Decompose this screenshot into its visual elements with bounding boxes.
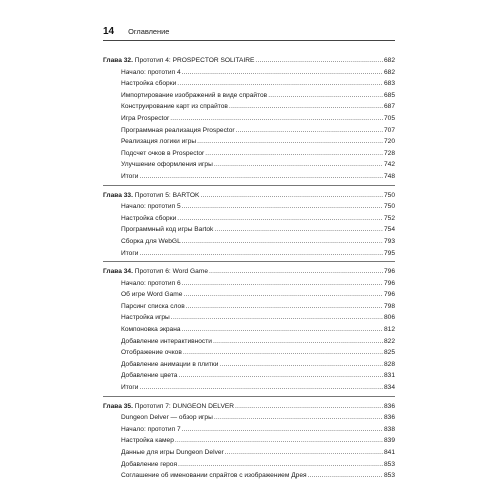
leader-dots [171,312,383,324]
toc-entry[interactable] [103,435,395,447]
toc-entry-page-number: 839 [383,437,395,445]
toc-entry-title: Начало: прототип 5 [121,203,181,211]
toc-entry-page-number: 831 [383,372,395,380]
toc-chapter-entry[interactable] [103,266,395,278]
toc-entry-title: Компоновка экрана [121,326,181,334]
toc-entry-page-number: 796 [383,291,395,299]
table-of-contents [103,55,395,482]
toc-entry[interactable] [103,278,395,290]
toc-entry-page-number: 682 [383,68,395,76]
toc-entry-page-number: 742 [383,161,395,169]
toc-entry-title: Добавление героя [121,460,178,468]
toc-chapter [103,55,395,186]
toc-entry[interactable] [103,125,395,137]
toc-entry-title: Добавление интерактивности [121,337,212,345]
leader-dots [182,324,383,336]
chapter-label: Глава 33. [103,191,133,199]
toc-entry[interactable] [103,347,395,359]
toc-entry[interactable] [103,171,395,183]
toc-entry[interactable] [103,78,395,90]
toc-entry[interactable] [103,101,395,113]
toc-entry-title: Конструирование карт из спрайтов [121,103,228,111]
toc-entry-title: Настройка сборки [121,80,177,88]
toc-entry-title: Об игре Word Game [121,291,183,299]
toc-entry[interactable] [103,447,395,459]
toc-entry-page-number: 752 [383,214,395,222]
toc-entry-title: Программная реализация Prospector [121,126,235,134]
leader-dots [182,201,383,213]
leader-dots [308,470,383,482]
leader-dots [197,136,383,148]
toc-entry-page-number: 728 [383,149,395,157]
toc-entry[interactable] [103,136,395,148]
toc-entry-title: Игра Prospector [121,114,170,122]
toc-entry[interactable] [103,248,395,260]
toc-entry[interactable] [103,159,395,171]
toc-entry-page-number: 853 [383,472,395,480]
toc-entry[interactable] [103,148,395,160]
toc-entry-title: Программный код игры Bartok [121,226,214,234]
chapter-divider [103,261,395,262]
leader-dots [139,248,383,260]
toc-entry-page-number: 754 [383,226,395,234]
toc-entry[interactable] [103,382,395,394]
toc-entry-title: Итоги [121,172,139,180]
toc-entry[interactable] [103,312,395,324]
toc-entry-title: Dungeon Delver — обзор игры [121,414,213,422]
chapter-page-number: 750 [383,191,395,199]
leader-dots [200,190,383,202]
chapter-label: Глава 35. [103,402,133,410]
leader-dots [177,78,383,90]
leader-dots [178,370,383,382]
toc-entry-title: Импортирование изображений в виде спрайтов [121,91,268,99]
toc-entry-title: Добавление цвета [121,372,178,380]
running-head [103,26,395,38]
toc-entry-page-number: 705 [383,114,395,122]
leader-dots [139,382,383,394]
leader-dots [178,459,383,471]
toc-entry-page-number: 798 [383,302,395,310]
toc-entry[interactable] [103,301,395,313]
toc-entry-page-number: 796 [383,279,395,287]
leader-dots [235,401,383,413]
toc-entry-title: Итоги [121,249,139,257]
leader-dots [183,347,383,359]
toc-entry-page-number: 838 [383,425,395,433]
leader-dots [182,236,383,248]
toc-chapter-heading [103,266,208,278]
toc-chapter-heading [103,401,234,413]
toc-entry-page-number: 795 [383,249,395,257]
toc-entry-page-number: 853 [383,460,395,468]
toc-entry-page-number: 750 [383,203,395,211]
leader-dots [236,125,383,137]
page-number: 14 [103,26,115,37]
chapter-title: Прототип 5: BARTOK [134,191,200,199]
toc-entry-title: Соглашение об именовании спрайтов с изображением Дрея [121,472,307,480]
toc-entry[interactable] [103,90,395,102]
toc-chapter [103,190,395,263]
toc-entry-page-number: 720 [383,138,395,146]
toc-entry-page-number: 707 [383,126,395,134]
leader-dots [225,447,383,459]
toc-entry-title: Настройка сборки [121,214,177,222]
running-head-title: Оглавление [128,27,170,36]
leader-dots [268,90,383,102]
toc-entry-title: Отображение очков [121,349,182,357]
leader-dots [214,159,383,171]
toc-entry-title: Улучшение оформления игры [121,161,213,169]
toc-entry[interactable] [103,459,395,471]
leader-dots [213,336,383,348]
toc-entry-title: Данные для игры Dungeon Delver [121,449,224,456]
toc-entry-title: Настройка игры [121,314,170,322]
toc-entry-title: Сборка для WebGL [121,237,181,245]
leader-dots [229,101,383,113]
toc-entry-page-number: 687 [383,103,395,111]
toc-entry[interactable] [103,359,395,371]
chapter-label: Глава 32. [103,57,133,64]
leader-dots [175,435,383,447]
toc-entry-title: Начало: прототип 4 [121,68,181,76]
toc-entry[interactable] [103,289,395,301]
toc-chapter-entry[interactable] [103,190,395,202]
chapter-divider [103,185,395,186]
leader-dots [139,171,383,183]
leader-dots [214,412,383,424]
toc-chapter [103,266,395,397]
toc-entry-page-number: 685 [383,91,395,99]
toc-entry[interactable] [103,113,395,125]
leader-dots [214,224,383,236]
toc-entry-title: Парсинг списка слов [121,302,185,310]
toc-entry[interactable] [103,213,395,225]
toc-entry-page-number: 748 [383,172,395,180]
toc-entry-title: Настройка камер [121,437,174,445]
toc-entry-title: Итоги [121,384,139,392]
toc-entry[interactable] [103,470,395,482]
chapter-page-number: 836 [383,402,395,410]
toc-entry-page-number: 834 [383,384,395,392]
chapter-divider [103,396,395,397]
toc-entry-title: Начало: прототип 7 [121,425,181,433]
toc-entry[interactable] [103,324,395,336]
toc-entry[interactable] [103,201,395,213]
toc-chapter-heading [103,190,199,202]
toc-entry-page-number: 806 [383,314,395,322]
leader-dots [186,301,383,313]
chapter-title: Прототип 6: Word Game [134,268,209,276]
leader-dots [205,148,383,160]
toc-entry-title: Подсчет очков в Prospector [121,149,205,157]
toc-entry-page-number: 841 [383,449,395,456]
toc-entry-page-number: 812 [383,326,395,334]
toc-entry[interactable] [103,224,395,236]
toc-entry[interactable] [103,370,395,382]
leader-dots [182,67,383,79]
toc-entry-page-number: 836 [383,414,395,422]
book-page [103,0,395,500]
chapter-title: Прототип 4: PROSPECTOR SOLITAIRE [134,57,255,64]
leader-dots [182,424,383,436]
toc-entry[interactable] [103,67,395,79]
leader-dots [209,266,383,278]
toc-entry-title: Добавление анимации в плитки [121,360,219,368]
header-rule [103,40,395,41]
leader-dots [183,289,383,301]
leader-dots [177,213,383,225]
chapter-page-number: 796 [383,268,395,276]
toc-entry[interactable] [103,412,395,424]
leader-dots [255,55,383,67]
toc-entry-page-number: 825 [383,349,395,357]
toc-entry-title: Реализация логики игры [121,138,197,146]
toc-entry-page-number: 793 [383,237,395,245]
leader-dots [170,113,383,125]
toc-entry-page-number: 822 [383,337,395,345]
toc-chapter [103,401,395,482]
leader-dots [219,359,383,371]
toc-entry-title: Начало: прототип 6 [121,279,181,287]
chapter-title: Прототип 7: DUNGEON DELVER [134,402,235,410]
toc-entry-page-number: 683 [383,80,395,88]
toc-chapter-heading [103,55,254,67]
toc-entry[interactable] [103,336,395,348]
toc-chapter-entry[interactable] [103,55,395,67]
toc-entry-page-number: 828 [383,360,395,368]
chapter-label: Глава 34. [103,268,133,276]
toc-entry[interactable] [103,236,395,248]
toc-entry[interactable] [103,424,395,436]
toc-chapter-entry[interactable] [103,401,395,413]
leader-dots [182,278,383,290]
chapter-page-number: 682 [383,57,395,64]
